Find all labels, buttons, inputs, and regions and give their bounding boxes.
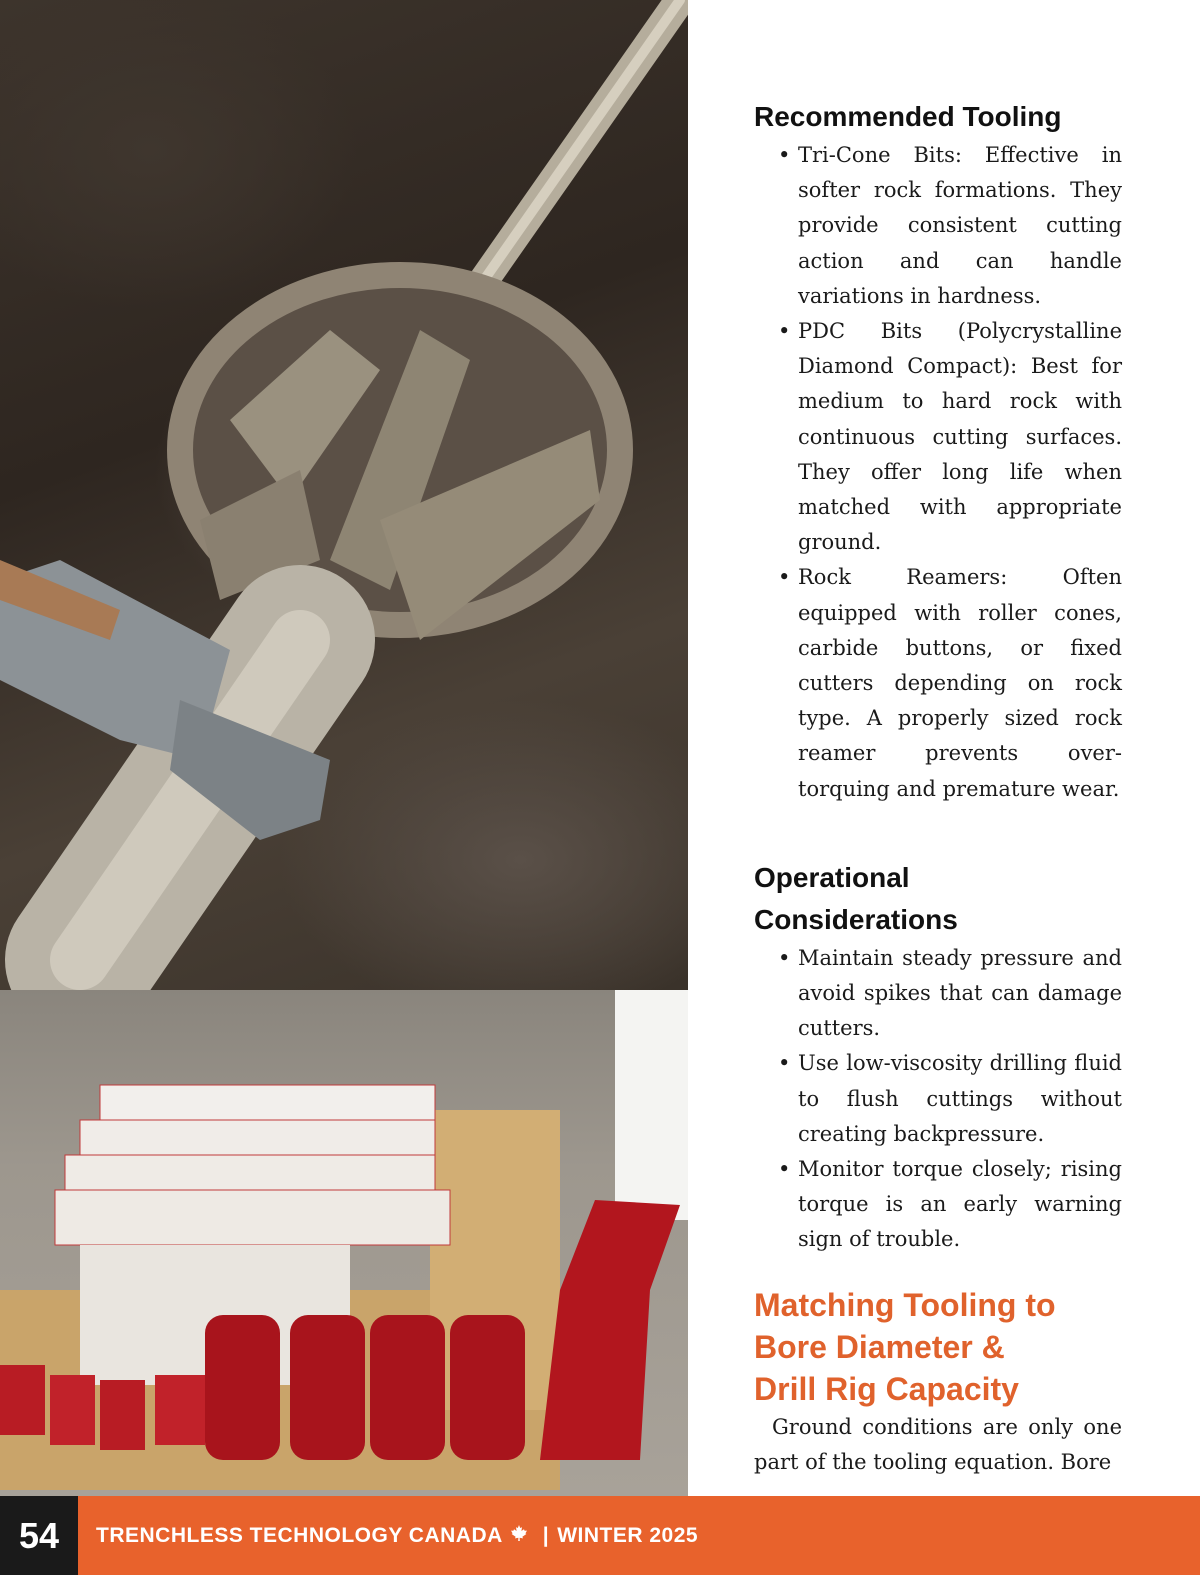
reamer-illustration	[0, 0, 688, 990]
list-item: • Monitor torque closely; rising torque is an early warning sign of trouble.	[798, 1152, 1122, 1258]
heading-line: Drill Rig Capacity	[754, 1370, 1019, 1407]
list-item: • Use low-viscosity drilling fluid to flush cuttings without creating backpressure.	[798, 1046, 1122, 1152]
list-item: • PDC Bits (Polycrystalline Diamond Compact): Best for medium to hard rock with continuous cutting surfaces. They offer long life when matched with appropriate ground.	[798, 314, 1122, 560]
article-column	[754, 96, 1122, 1480]
heading-line: Operational	[754, 861, 910, 893]
page-footer	[0, 1496, 1200, 1575]
photo-tooling-pallet	[0, 990, 688, 1496]
page-number: 54	[0, 1496, 78, 1575]
list-item: • Tri-Cone Bits: Effective in softer rock formations. They provide consistent cutting action and can handle variations in hardness.	[798, 138, 1122, 314]
operational-list	[754, 941, 1122, 1258]
heading-line: Bore Diameter &	[754, 1328, 1005, 1365]
body-paragraph: Ground conditions are only one part of the tooling equation. Bore	[754, 1414, 1122, 1474]
issue-label: WINTER 2025	[557, 1523, 699, 1547]
heading-line: Matching Tooling to	[754, 1286, 1056, 1323]
tooling-list	[754, 138, 1122, 807]
heading-line: Considerations	[754, 903, 958, 935]
publication-name: TRENCHLESS TECHNOLOGY CANADA	[96, 1523, 503, 1547]
footer-publication-line	[96, 1496, 698, 1575]
tooling-pallet-illustration	[0, 990, 688, 1496]
heading-operational-considerations	[754, 857, 1122, 941]
list-item: • Maintain steady pressure and avoid spikes that can damage cutters.	[798, 941, 1122, 1047]
footer-separator: |	[542, 1523, 550, 1547]
heading-recommended-tooling: Recommended Tooling	[754, 101, 1062, 132]
photo-reamer-in-soil	[0, 0, 688, 990]
maple-leaf-icon	[511, 1525, 527, 1546]
heading-matching-tooling	[754, 1284, 1122, 1410]
list-item: • Rock Reamers: Often equipped with roller cones, carbide buttons, or fixed cutters depending on rock type. A properly sized rock reamer prevents over-torquing and premature wear.	[798, 560, 1122, 806]
